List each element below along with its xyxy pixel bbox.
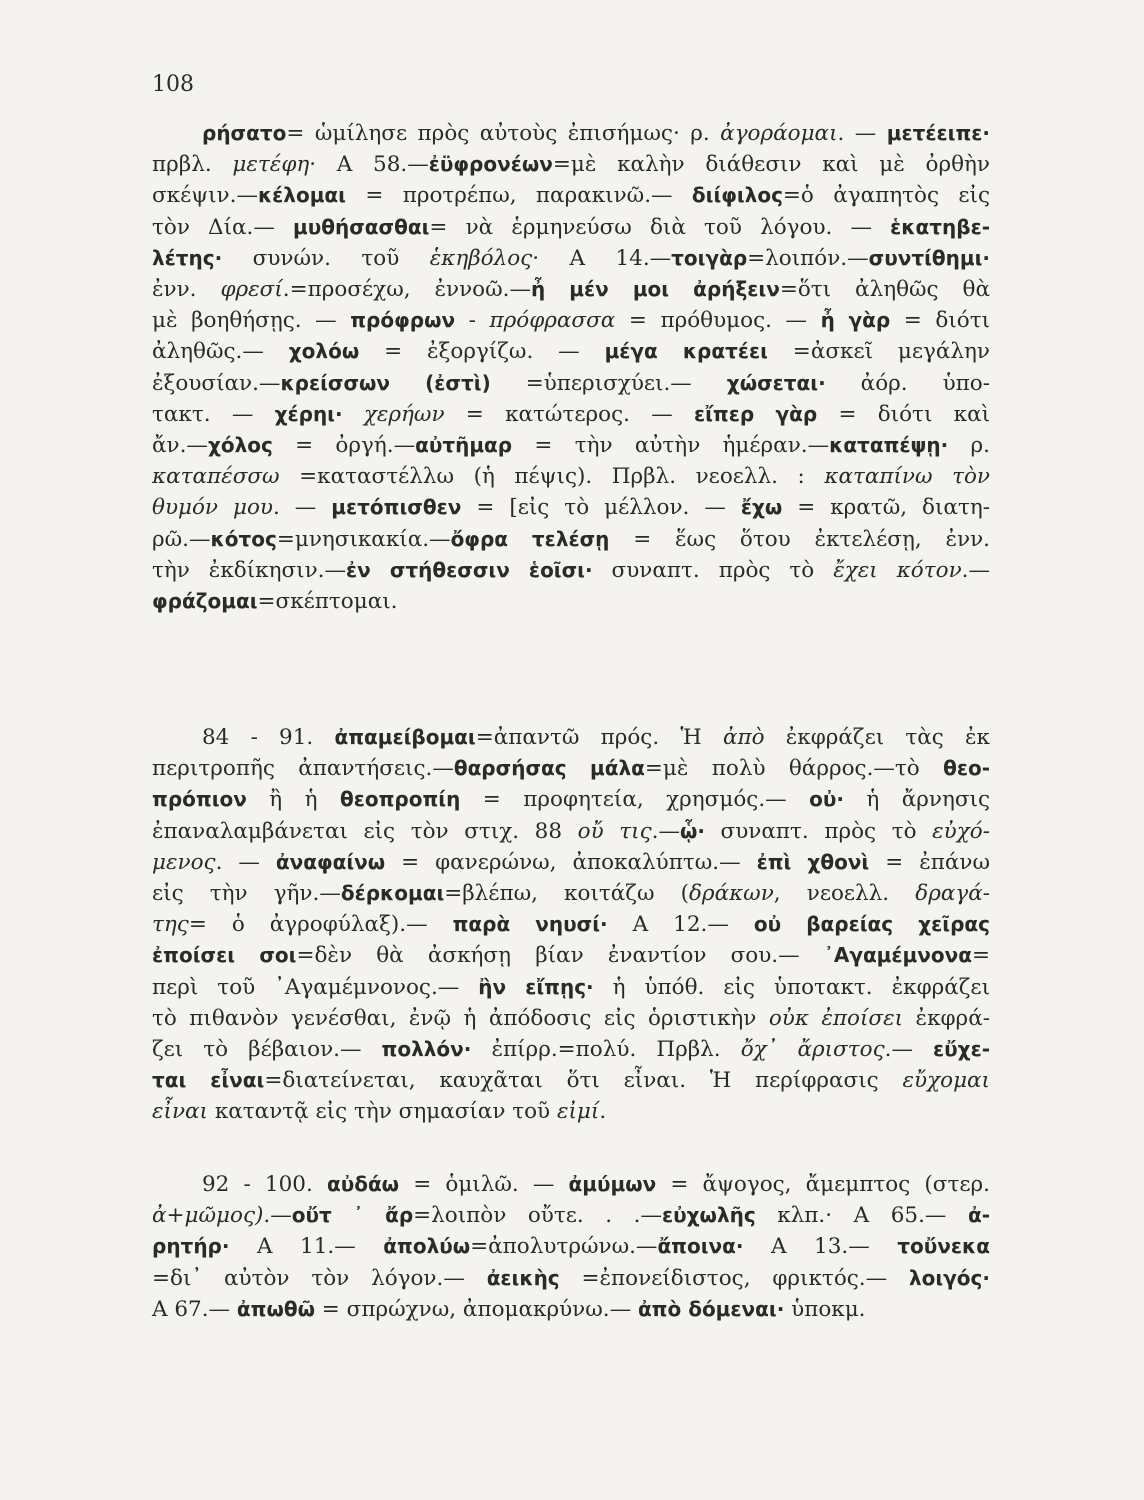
- headword: ᾧ·: [679, 818, 705, 843]
- headword: ἐποίσει σοι: [152, 943, 297, 968]
- headword: πρόπιον: [152, 787, 247, 812]
- text-run: ἡ ἄρνησις: [843, 787, 990, 813]
- text-line: [152, 149, 990, 180]
- text-line: [152, 118, 990, 149]
- text-run: . —: [837, 121, 887, 146]
- text-line: [152, 1034, 990, 1065]
- headword: κότος: [210, 526, 277, 551]
- headword: ρητήρ·: [152, 1234, 230, 1259]
- headword: ἑκατηβε-: [890, 214, 991, 239]
- text-run: = διότι καὶ: [817, 401, 991, 427]
- headword: πολλόν·: [381, 1037, 472, 1062]
- text-run: =ἀσκεῖ μεγάλην: [767, 339, 990, 365]
- text-run: = κρατῶ, διατη-: [782, 495, 990, 521]
- headword: χολόω: [288, 339, 360, 364]
- text-run: συναπτ. πρὸς τὸ: [704, 818, 933, 844]
- text-line: [152, 430, 990, 461]
- text-line: [152, 940, 990, 971]
- headword: ἀναφαίνω: [275, 849, 386, 874]
- italic-text: εἰμί: [556, 1099, 600, 1125]
- headword: ἦ γὰρ: [820, 308, 891, 333]
- text-line: [152, 492, 990, 523]
- italic-text: καταπίνω τὸν: [824, 464, 990, 490]
- headword: χέρηι·: [274, 401, 343, 426]
- text-run: Α 58.—: [316, 152, 429, 178]
- headword: ὄφρα τελέσῃ: [450, 526, 610, 551]
- headword: αὐδάω: [326, 1172, 400, 1196]
- text-run: =διατείνεται, καυχᾶται ὅτι εἶναι. Ἡ περίφρασις: [264, 1068, 903, 1094]
- headword: πρόφρων: [350, 308, 456, 333]
- text-run: [343, 402, 364, 427]
- text-run: εἰς τὴν γῆν.—: [152, 881, 341, 907]
- text-run: = ὁ ἀγροφύλαξ).—: [188, 912, 453, 938]
- italic-text: εἶναι: [152, 1099, 208, 1125]
- headword: κέλομαι: [257, 183, 346, 208]
- italic-text: φρεσί: [220, 277, 283, 303]
- text-run: =δι᾿ αὐτὸν τὸν λόγον.—: [152, 1265, 487, 1291]
- italic-text: ἀγοράομαι: [720, 121, 838, 146]
- text-run: = ὡμίλησε πρὸς αὐτοὺς ἐπισήμως· ρ.: [286, 121, 721, 146]
- text-run: = φανερώνω, ἀποκαλύπτω.—: [385, 849, 757, 875]
- text-run: =μὲ πολὺ θάρρος.—τὸ: [644, 756, 944, 782]
- text-line: [152, 1003, 990, 1034]
- text-run: =ἐπονείδιστος, φρικτός.—: [559, 1265, 909, 1291]
- text-run: =βλέπω, κοιτάζω (: [444, 881, 689, 907]
- text-run: ἐπαναλαμβάνεται εἰς τὸν στιχ. 88: [152, 818, 578, 844]
- commentary-paragraph-3: [152, 1169, 990, 1325]
- headword: οὔτ ᾿ ἄρ: [291, 1203, 414, 1228]
- headword: εἴπερ γὰρ: [693, 401, 818, 426]
- text-run: = προφητεία, χρησμός.—: [460, 787, 810, 813]
- italic-text: οὔ τις: [577, 818, 652, 844]
- italic-text: μενος: [152, 849, 216, 875]
- text-run: .—: [884, 1037, 934, 1063]
- text-line: [152, 274, 990, 305]
- text-run: = τὴν αὐτὴν ἡμέραν.—: [512, 433, 830, 459]
- text-run: =μὲ καλὴν διάθεσιν καὶ μὲ ὀρθὴν: [552, 152, 991, 178]
- text-run: τακτ. —: [152, 401, 275, 427]
- text-run: καταντᾷ εἰς τὴν σημασίαν τοῦ: [208, 1099, 557, 1125]
- text-run: ἄν.—: [152, 433, 208, 459]
- headword: παρὰ νηυσί·: [452, 912, 608, 937]
- text-run: .: [599, 1099, 607, 1125]
- headword: φράζομαι: [152, 589, 258, 614]
- headword: μετόπισθεν: [331, 495, 462, 520]
- italic-text: πρόφρασσα: [489, 308, 616, 334]
- text-run: ρ.: [948, 433, 990, 459]
- headword: διίφιλος: [691, 183, 783, 208]
- text-line: [152, 1263, 990, 1294]
- text-line: [152, 1200, 990, 1231]
- text-run: .—: [263, 1203, 292, 1229]
- headword: χόλος: [207, 433, 273, 458]
- headword: ἀμύμων: [568, 1172, 657, 1196]
- text-run: =λοιπόν.—: [747, 245, 869, 271]
- commentary-paragraph-2: [152, 722, 990, 1128]
- headword: καταπέψῃ·: [829, 433, 949, 458]
- headword: οὐ βαρείας χεῖρας: [753, 912, 990, 937]
- italic-text: δράκων: [688, 881, 774, 907]
- text-run: τὴν ἐκδίκησιν.—: [152, 557, 346, 583]
- text-line: [152, 753, 990, 784]
- text-run: = κατώτερος. —: [444, 401, 694, 427]
- text-line: [152, 784, 990, 815]
- text-line: [152, 816, 990, 847]
- text-run: Α 12.—: [607, 912, 754, 938]
- text-run: ἀόρ. ὑπο-: [825, 370, 991, 396]
- headword: ἐπὶ χθονὶ: [756, 849, 870, 874]
- text-line: [152, 305, 990, 336]
- headword: μέγα κρατέει: [604, 339, 768, 364]
- headword: θαρσήσας μάλα: [453, 756, 645, 781]
- headword: θεο-: [943, 756, 990, 781]
- italic-text: εὐχό-: [932, 818, 990, 844]
- text-run: Α 11.—: [229, 1234, 384, 1260]
- headword: ἀπωθῶ: [236, 1296, 315, 1321]
- text-line: [152, 1169, 990, 1200]
- text-line: [152, 368, 990, 399]
- text-line: [152, 878, 990, 909]
- text-run: =ἀπολυτρώνω.—: [470, 1234, 658, 1260]
- text-line: [152, 555, 990, 586]
- text-run: = ὀργή.—: [272, 433, 416, 459]
- italic-text: της: [152, 912, 189, 938]
- text-line: [152, 972, 990, 1003]
- text-run: = ἐπάνω: [869, 849, 990, 875]
- headword: ται εἶναι: [152, 1068, 265, 1093]
- text-run: = ἕως ὅτου ἐκτελέσῃ, ἐνν.: [609, 526, 990, 552]
- text-run: =δὲν θὰ ἀσκήσῃ βίαν ἐναντίον σου.—: [296, 943, 824, 969]
- text-line: [152, 243, 990, 274]
- text-run: περὶ τοῦ ᾿Αγαμέμνονος.—: [152, 974, 479, 1000]
- italic-text: ἀ+μῶμος): [152, 1203, 264, 1229]
- headword: θεοπροπίη: [339, 787, 461, 812]
- text-line: [152, 524, 990, 555]
- text-run: = [εἰς τὸ μέλλον. —: [461, 495, 741, 521]
- text-run: ἡ ὑπόθ. εἰς ὑποτακτ. ἐκφράζει: [593, 974, 990, 1000]
- text-line: [152, 1065, 990, 1096]
- text-run: ζει τὸ βέβαιον.—: [152, 1037, 382, 1063]
- text-line: [152, 180, 990, 211]
- headword: ἐν στήθεσσιν ἑοῖσι·: [345, 557, 593, 582]
- text-run: =μνησικακία.—: [276, 526, 451, 552]
- headword: ᾿Αγαμέμνονα: [823, 943, 972, 968]
- text-line: [152, 1096, 990, 1127]
- page-number: 108: [152, 72, 194, 97]
- text-run: . —: [272, 495, 332, 521]
- headword: λέτης·: [152, 245, 223, 270]
- text-run: μὲ βοηθήσῃς. —: [152, 308, 351, 334]
- text-run: = ὁμιλῶ. —: [399, 1172, 569, 1197]
- text-run: 84 - 91.: [202, 725, 335, 750]
- headword: τοιγὰρ: [671, 245, 748, 270]
- text-run: Α 14.—: [539, 245, 672, 271]
- headword: δέρκομαι: [340, 881, 445, 906]
- text-run: = σπρώχνω, ἀπομακρύνω.—: [314, 1296, 638, 1322]
- text-run: Α 67.—: [152, 1296, 237, 1322]
- text-run: κλπ.· Α 65.—: [755, 1203, 968, 1229]
- text-run: -: [455, 308, 490, 334]
- text-run: περιτροπῆς ἀπαντήσεις.—: [152, 756, 454, 782]
- text-run: ὑποκμ.: [784, 1296, 866, 1322]
- headword: ἀεικὴς: [486, 1265, 560, 1290]
- text-run: ἢ ἡ: [246, 787, 340, 813]
- text-run: .—: [961, 557, 990, 583]
- italic-text: ἀπὸ: [722, 725, 765, 750]
- italic-text: ἔχει κότον: [833, 557, 962, 583]
- text-run: = πρόθυμος. —: [615, 308, 821, 334]
- headword: ἄποινα·: [657, 1234, 744, 1259]
- text-run: ἐνν.: [152, 277, 221, 303]
- text-run: =λοιπὸν οὔτε. . .—: [413, 1203, 663, 1229]
- headword: μυθήσασθαι: [293, 214, 430, 239]
- headword: ἀπολύω: [383, 1234, 471, 1259]
- italic-text: ὄχ᾿ ἄριστος: [740, 1037, 885, 1063]
- text-run: τὸν Δία.—: [152, 214, 294, 240]
- text-line: [152, 336, 990, 367]
- headword: λοιγός·: [908, 1265, 990, 1290]
- text-run: ἐκφράζει τὰς ἐκ: [764, 725, 990, 750]
- text-run: =καταστέλλω (ἡ πέψις). Πρβλ. νεοελλ. :: [279, 464, 825, 490]
- text-line: [152, 586, 990, 617]
- text-run: ρῶ.—: [152, 526, 211, 552]
- headword: ἀπὸ δόμεναι·: [637, 1296, 785, 1321]
- text-line: [152, 847, 990, 878]
- italic-text: μετέφη·: [232, 152, 317, 178]
- text-run: = ἄψογος, ἄμεμπτος (στερ.: [656, 1172, 990, 1197]
- italic-text: καταπέσσω: [152, 464, 280, 490]
- text-run: . —: [215, 849, 276, 875]
- text-run: ἐκφρά-: [903, 1005, 990, 1031]
- text-run: .—: [651, 818, 680, 844]
- text-run: =ὁ ἀγαπητὸς εἰς: [782, 183, 990, 209]
- text-run: ἀληθῶς.—: [152, 339, 289, 365]
- text-line: [152, 1231, 990, 1262]
- italic-text: θυμόν μου: [152, 495, 273, 521]
- text-line: [152, 399, 990, 430]
- headword: ρήσατο: [202, 121, 287, 145]
- text-run: =ὑπερισχύει.—: [490, 370, 727, 396]
- text-run: , νεοελλ.: [773, 881, 916, 907]
- headword: ἦ μέν μοι ἀρήξειν: [531, 277, 780, 302]
- text-run: συνών. τοῦ: [222, 245, 430, 271]
- text-run: .=προσέχω, ἐννοῶ.—: [282, 277, 531, 303]
- text-run: =σκέπτομαι.: [257, 589, 398, 615]
- headword: ἀπαμείβομαι: [334, 725, 476, 749]
- text-run: =ἀπαντῶ πρός. Ἡ: [475, 725, 723, 750]
- text-run: τὸ πιθανὸν γενέσθαι, ἐνῷ ἡ ἀπόδοσις εἰς ὁριστικὴν: [152, 1005, 769, 1031]
- headword: ἔχω: [740, 495, 783, 520]
- text-line: [152, 212, 990, 243]
- headword: τοὔνεκα: [897, 1234, 990, 1259]
- text-run: =: [971, 943, 990, 969]
- headword: ἀ-: [967, 1203, 991, 1228]
- text-run: = ἐξοργίζω. —: [359, 339, 605, 365]
- italic-text: εὔχομαι: [902, 1068, 990, 1094]
- headword: μετέειπε·: [886, 121, 990, 145]
- text-line: [152, 461, 990, 492]
- text-run: ἐπίρρ.=πολύ. Πρβλ.: [471, 1037, 741, 1063]
- commentary-paragraph-1: [152, 118, 990, 617]
- text-run: πρβλ.: [152, 152, 233, 178]
- headword: αὐτῆμαρ: [415, 433, 513, 458]
- text-run: = νὰ ἑρμηνεύσω διὰ τοῦ λόγου. —: [429, 214, 891, 240]
- text-line: [152, 1294, 990, 1325]
- headword: χώσεται·: [726, 370, 826, 395]
- italic-text: ἑκηβόλος·: [429, 245, 540, 271]
- text-line: [152, 722, 990, 753]
- headword: εὐχωλῆς: [662, 1203, 756, 1228]
- italic-text: δραγά-: [915, 881, 991, 907]
- text-line: [152, 909, 990, 940]
- headword: συντίθημι·: [868, 245, 990, 270]
- headword: ἢν εἴπῃς·: [478, 974, 594, 999]
- text-run: ἐξουσίαν.—: [152, 370, 281, 396]
- text-run: = προτρέπω, παρακινῶ.—: [345, 183, 692, 209]
- headword: εὔχε-: [933, 1037, 991, 1062]
- italic-text: οὐκ ἐποίσει: [768, 1005, 904, 1031]
- headword: κρείσσων (ἐστὶ): [280, 370, 491, 395]
- headword: ἐϋφρονέων: [428, 152, 553, 177]
- text-run: 92 - 100.: [202, 1172, 327, 1197]
- text-run: = διότι: [890, 308, 991, 334]
- headword: οὐ·: [809, 787, 844, 812]
- text-run: συναπτ. πρὸς τὸ: [592, 557, 834, 583]
- italic-text: χερήων: [363, 401, 445, 427]
- text-run: Α 13.—: [743, 1234, 898, 1260]
- text-run: =ὅτι ἀληθῶς θὰ: [779, 277, 990, 303]
- text-run: σκέψιν.—: [152, 183, 258, 209]
